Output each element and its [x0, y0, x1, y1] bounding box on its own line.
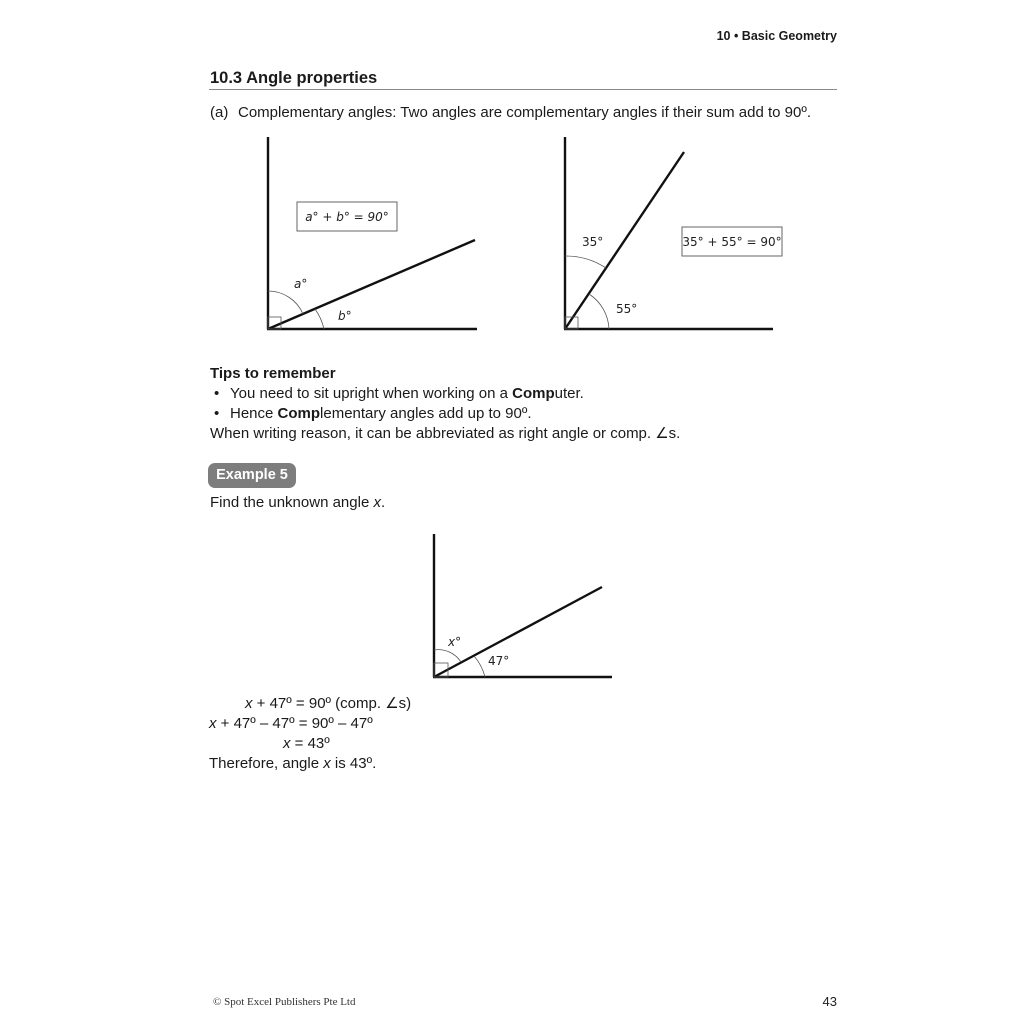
- bullet-icon: •: [214, 385, 220, 402]
- definition-text: Complementary angles: Two angles are complementary angles if their sum add to 90º.: [238, 104, 811, 121]
- label-35: 35°: [582, 235, 604, 249]
- solution-variable: x: [283, 735, 291, 752]
- equation-ab: a° + b° = 90°: [305, 210, 389, 224]
- solution-step: [283, 734, 330, 754]
- figure-example-5: [433, 534, 612, 677]
- solution-expression: = 43º: [290, 735, 330, 752]
- figure-complementary-35-55: [564, 137, 782, 329]
- label-b: b°: [338, 309, 352, 323]
- example-prompt: [210, 493, 385, 513]
- tip-text: [230, 384, 584, 404]
- conclusion-variable: x: [323, 755, 331, 772]
- tip-text-bold: Comp: [277, 405, 321, 422]
- tip-text-pre: Hence: [230, 405, 278, 422]
- arc-x: [434, 650, 461, 662]
- page-number: 43: [822, 994, 837, 1009]
- tip-text: [230, 404, 531, 424]
- tip-text-bold: Comp: [512, 385, 555, 402]
- definition-label: (a): [210, 104, 229, 121]
- label-x: x°: [448, 635, 462, 649]
- label-55: 55°: [616, 302, 638, 316]
- conclusion-end: is 43º.: [330, 755, 377, 772]
- solution-variable: x: [209, 715, 217, 732]
- arc-35: [565, 256, 606, 268]
- prompt-variable: x: [373, 494, 381, 511]
- solution-variable: x: [245, 695, 253, 712]
- arc-55: [589, 294, 609, 329]
- running-head: 10 • Basic Geometry: [716, 29, 837, 43]
- prompt-text: Find the unknown angle: [210, 494, 374, 511]
- solution-expression: + 47º = 90º (comp. ∠s): [252, 695, 412, 712]
- bullet-icon: •: [214, 405, 220, 422]
- arc-a: [268, 291, 303, 314]
- solution-conclusion: [209, 754, 376, 774]
- solution-expression: + 47º – 47º = 90º – 47º: [216, 715, 373, 732]
- label-47: 47°: [488, 654, 510, 668]
- equation-35-55: 35° + 55° = 90°: [682, 235, 782, 249]
- arc-47: [474, 656, 485, 677]
- figure-complementary-ab: [267, 137, 477, 329]
- solution-step: [245, 694, 411, 714]
- tip-text-pre: You need to sit upright when working on a: [230, 385, 513, 402]
- solution-step: [209, 714, 373, 734]
- copyright-footer: © Spot Excel Publishers Pte Ltd: [213, 996, 356, 1008]
- label-a: a°: [294, 277, 308, 291]
- tip-text-post: lementary angles add up to 90º.: [320, 405, 532, 422]
- example-badge: Example 5: [208, 463, 296, 488]
- dividing-ray: [434, 587, 602, 677]
- conclusion-text: Therefore, angle: [209, 755, 324, 772]
- tips-title: Tips to remember: [210, 365, 336, 382]
- section-title: 10.3 Angle properties: [210, 69, 378, 87]
- prompt-end: .: [380, 494, 386, 511]
- reason-note: When writing reason, it can be abbreviated as right angle or comp. ∠s.: [210, 425, 681, 442]
- arc-b: [315, 309, 324, 329]
- tip-text-post: uter.: [554, 385, 584, 402]
